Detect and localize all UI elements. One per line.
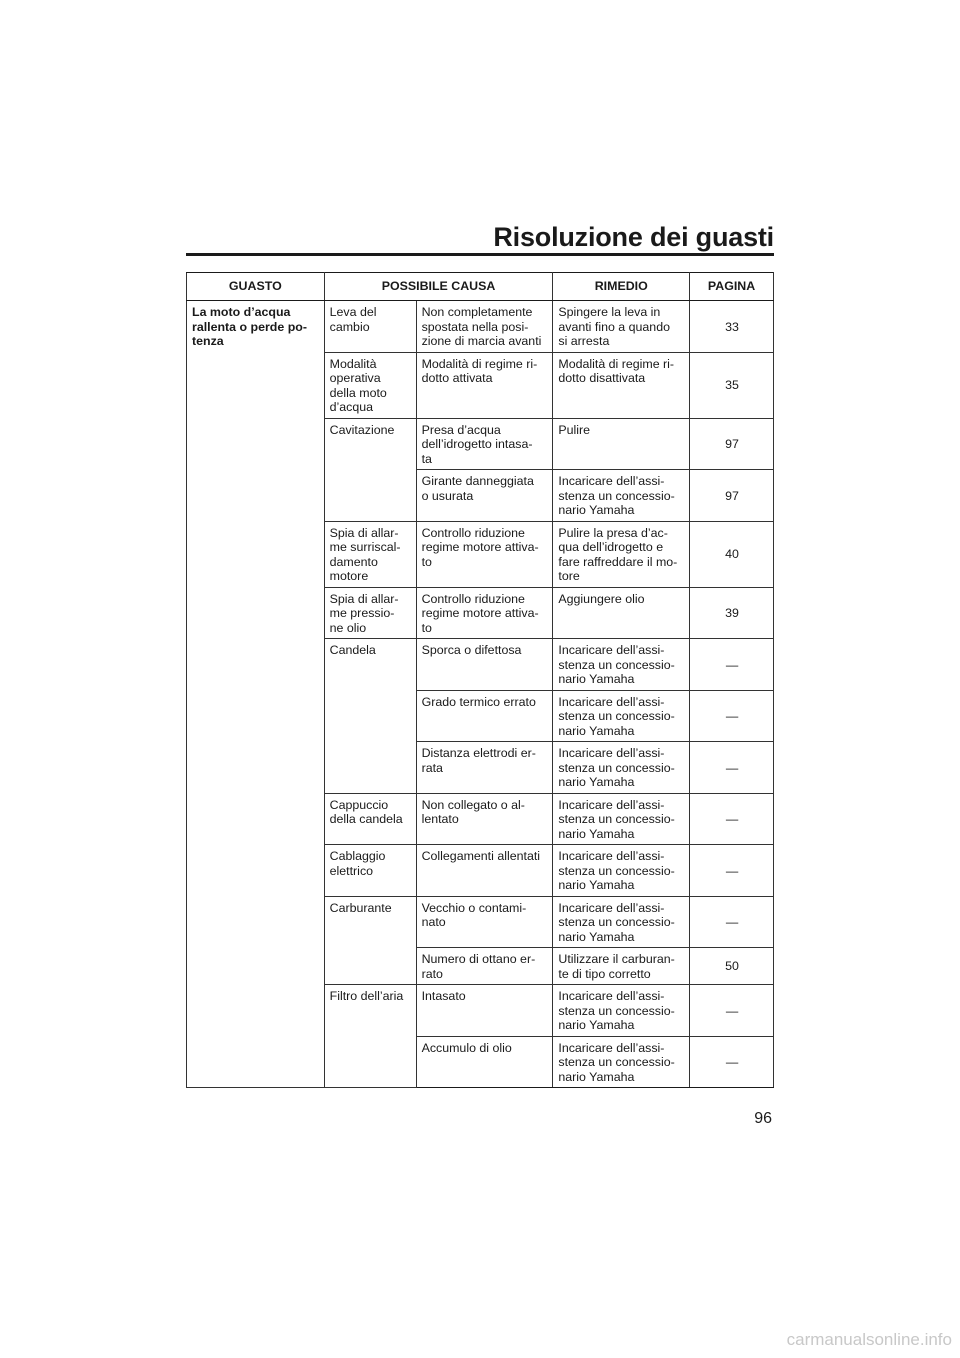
cause-cell-text: Modalità operativa della moto d’acqua — [329, 356, 387, 414]
header-rimedio: RIMEDIO — [553, 273, 690, 301]
remedy-cell — [553, 639, 690, 691]
cause-detail-cell — [416, 587, 553, 639]
page-ref-cell — [690, 470, 774, 522]
remedy-cell-text: Incaricare dell’assi- stenza un concessio- nario Yamaha — [558, 643, 675, 686]
remedy-cell — [553, 690, 690, 742]
cause-detail-cell-text: Controllo riduzione regime motore attiva- to — [421, 525, 539, 569]
cause-detail-cell — [416, 301, 553, 353]
remedy-cell — [553, 985, 690, 1037]
remedy-cell-text: Incaricare dell’assi- stenza un concessio- nario Yamaha — [558, 849, 675, 892]
remedy-cell-text: Spingere la leva in avanti fino a quando si arresta — [558, 305, 670, 348]
cause-detail-cell-text: Grado termico errato — [421, 694, 536, 709]
cause-detail-cell-text: Intasato — [421, 989, 466, 1003]
remedy-cell-text: Modalità di regime ri- dotto disattivata — [558, 356, 675, 385]
page-ref-cell — [690, 587, 774, 639]
cause-cell-text: Cablaggio elettrico — [329, 849, 386, 878]
cause-detail-cell-text: Non collegato o al- lentato — [421, 797, 525, 826]
remedy-cell — [553, 587, 690, 639]
cause-detail-cell — [416, 352, 553, 418]
cause-detail-cell — [416, 845, 553, 897]
page-ref-cell — [690, 639, 774, 691]
page-ref-cell-text: 35 — [725, 378, 739, 393]
page-ref-cell — [690, 418, 774, 470]
title-rule — [186, 253, 774, 256]
page-ref-cell-text: 39 — [725, 606, 739, 620]
remedy-cell-text: Incaricare dell’assi- stenza un concessio- nario Yamaha — [558, 989, 675, 1032]
page-ref-cell-text: — — [725, 760, 739, 775]
cause-detail-cell-text: Girante danneggiata o usurata — [421, 474, 534, 503]
page-ref-cell — [690, 690, 774, 742]
page-ref-cell — [690, 845, 774, 897]
cause-detail-cell-text: Presa d’acqua dell’idrogetto intasa- ta — [421, 422, 533, 466]
troubleshooting-table — [186, 272, 774, 1088]
page-ref-cell — [690, 896, 774, 948]
page-ref-cell-text: — — [725, 657, 739, 672]
cause-cell — [324, 418, 416, 521]
cause-cell-text: Spia di allar- me pressio- ne olio — [329, 591, 399, 635]
cause-cell-text: Cappuccio della candela — [329, 797, 403, 826]
table-header-row — [187, 273, 774, 301]
cause-detail-cell-text: Collegamenti allentati — [421, 849, 541, 863]
cause-detail-cell — [416, 742, 553, 794]
page-ref-cell-text: — — [725, 1003, 739, 1018]
page-ref-cell-text: — — [725, 915, 739, 929]
remedy-cell-text: Pulire — [558, 422, 591, 437]
remedy-cell — [553, 845, 690, 897]
page-ref-cell — [690, 301, 774, 353]
remedy-cell — [553, 301, 690, 353]
cause-detail-cell — [416, 418, 553, 470]
remedy-cell — [553, 470, 690, 522]
page-ref-cell — [690, 1036, 774, 1088]
remedy-cell-text: Pulire la presa d’ac- qua dell’idrogetto e fare raffreddare il mo- tore — [558, 525, 678, 583]
cause-detail-cell — [416, 639, 553, 691]
remedy-cell — [553, 948, 690, 985]
table-body — [187, 301, 774, 1088]
cause-detail-cell — [416, 896, 553, 948]
page-ref-cell-text: 97 — [725, 437, 739, 451]
page-number: 96 — [754, 1110, 772, 1127]
table-row — [187, 301, 774, 353]
page-ref-cell — [690, 352, 774, 418]
page-ref-cell-text: 40 — [725, 547, 739, 562]
cause-cell-text: Candela — [329, 643, 376, 657]
cause-cell — [324, 793, 416, 845]
cause-detail-cell-text: Numero di ottano er- rato — [421, 952, 536, 981]
page-ref-cell-text: 97 — [725, 488, 739, 503]
remedy-cell-text: Incaricare dell’assi- stenza un concessio- nario Yamaha — [558, 900, 675, 944]
remedy-cell-text: Aggiungere olio — [558, 591, 645, 606]
header-guasto: GUASTO — [187, 273, 325, 301]
cause-cell — [324, 896, 416, 985]
remedy-cell — [553, 793, 690, 845]
watermark: carmanualsonline.info — [786, 1330, 952, 1349]
page-ref-cell-text: — — [725, 1055, 739, 1069]
cause-cell — [324, 845, 416, 897]
cause-detail-cell-text: Distanza elettrodi er- rata — [421, 746, 536, 775]
remedy-cell — [553, 896, 690, 948]
cause-cell — [324, 301, 416, 353]
cause-detail-cell — [416, 793, 553, 845]
page-ref-cell — [690, 948, 774, 985]
cause-cell — [324, 639, 416, 794]
page-ref-cell-text: 50 — [725, 959, 739, 974]
remedy-cell-text: Utilizzare il carburan- te di tipo corretto — [558, 952, 675, 981]
cause-detail-cell-text: Accumulo di olio — [421, 1040, 512, 1055]
remedy-cell-text: Incaricare dell’assi- stenza un concessio- nario Yamaha — [558, 694, 675, 738]
page-title: Risoluzione dei guasti — [493, 222, 774, 252]
cause-cell-text: Filtro dell’aria — [329, 989, 404, 1003]
header-pagina: PAGINA — [690, 273, 774, 301]
cause-detail-cell-text: Non completamente spostata nella posi- zione di marcia avanti — [421, 305, 542, 348]
cause-cell — [324, 985, 416, 1088]
remedy-cell — [553, 352, 690, 418]
page-ref-cell-text: — — [725, 863, 739, 878]
remedy-cell-text: Incaricare dell’assi- stenza un concessio- nario Yamaha — [558, 1040, 675, 1084]
cause-detail-cell — [416, 690, 553, 742]
symptom-cell-text: La moto d’acqua rallenta o perde po- tenza — [192, 305, 307, 348]
remedy-cell — [553, 418, 690, 470]
page-ref-cell — [690, 521, 774, 587]
cause-cell-text: Carburante — [329, 900, 392, 915]
page-ref-cell — [690, 742, 774, 794]
remedy-cell-text: Incaricare dell’assi- stenza un concessio- nario Yamaha — [558, 474, 675, 517]
remedy-cell — [553, 521, 690, 587]
cause-cell-text: Leva del cambio — [329, 305, 377, 334]
cause-detail-cell — [416, 1036, 553, 1088]
cause-cell-text: Spia di allar- me surriscal- damento motore — [329, 525, 401, 583]
cause-detail-cell-text: Controllo riduzione regime motore attiva- to — [421, 591, 539, 635]
remedy-cell-text: Incaricare dell’assi- stenza un concessio- nario Yamaha — [558, 746, 675, 789]
header-possibile-causa: POSSIBILE CAUSA — [324, 273, 553, 301]
cause-detail-cell — [416, 470, 553, 522]
cause-detail-cell-text: Modalità di regime ri- dotto attivata — [421, 356, 538, 385]
page-ref-cell — [690, 793, 774, 845]
cause-cell-text: Cavitazione — [329, 422, 395, 437]
cause-cell — [324, 521, 416, 587]
remedy-cell-text: Incaricare dell’assi- stenza un concessio- nario Yamaha — [558, 797, 675, 841]
cause-detail-cell — [416, 948, 553, 985]
cause-detail-cell-text: Sporca o difettosa — [421, 643, 522, 657]
cause-detail-cell — [416, 521, 553, 587]
remedy-cell — [553, 1036, 690, 1088]
page-ref-cell-text: — — [725, 709, 739, 723]
cause-cell — [324, 587, 416, 639]
cause-detail-cell — [416, 985, 553, 1037]
page-ref-cell-text: — — [725, 812, 739, 826]
cause-detail-cell-text: Vecchio o contami- nato — [421, 900, 527, 929]
page-ref-cell-text: 33 — [725, 319, 739, 334]
page-ref-cell — [690, 985, 774, 1037]
remedy-cell — [553, 742, 690, 794]
symptom-cell — [187, 301, 325, 1088]
cause-cell — [324, 352, 416, 418]
